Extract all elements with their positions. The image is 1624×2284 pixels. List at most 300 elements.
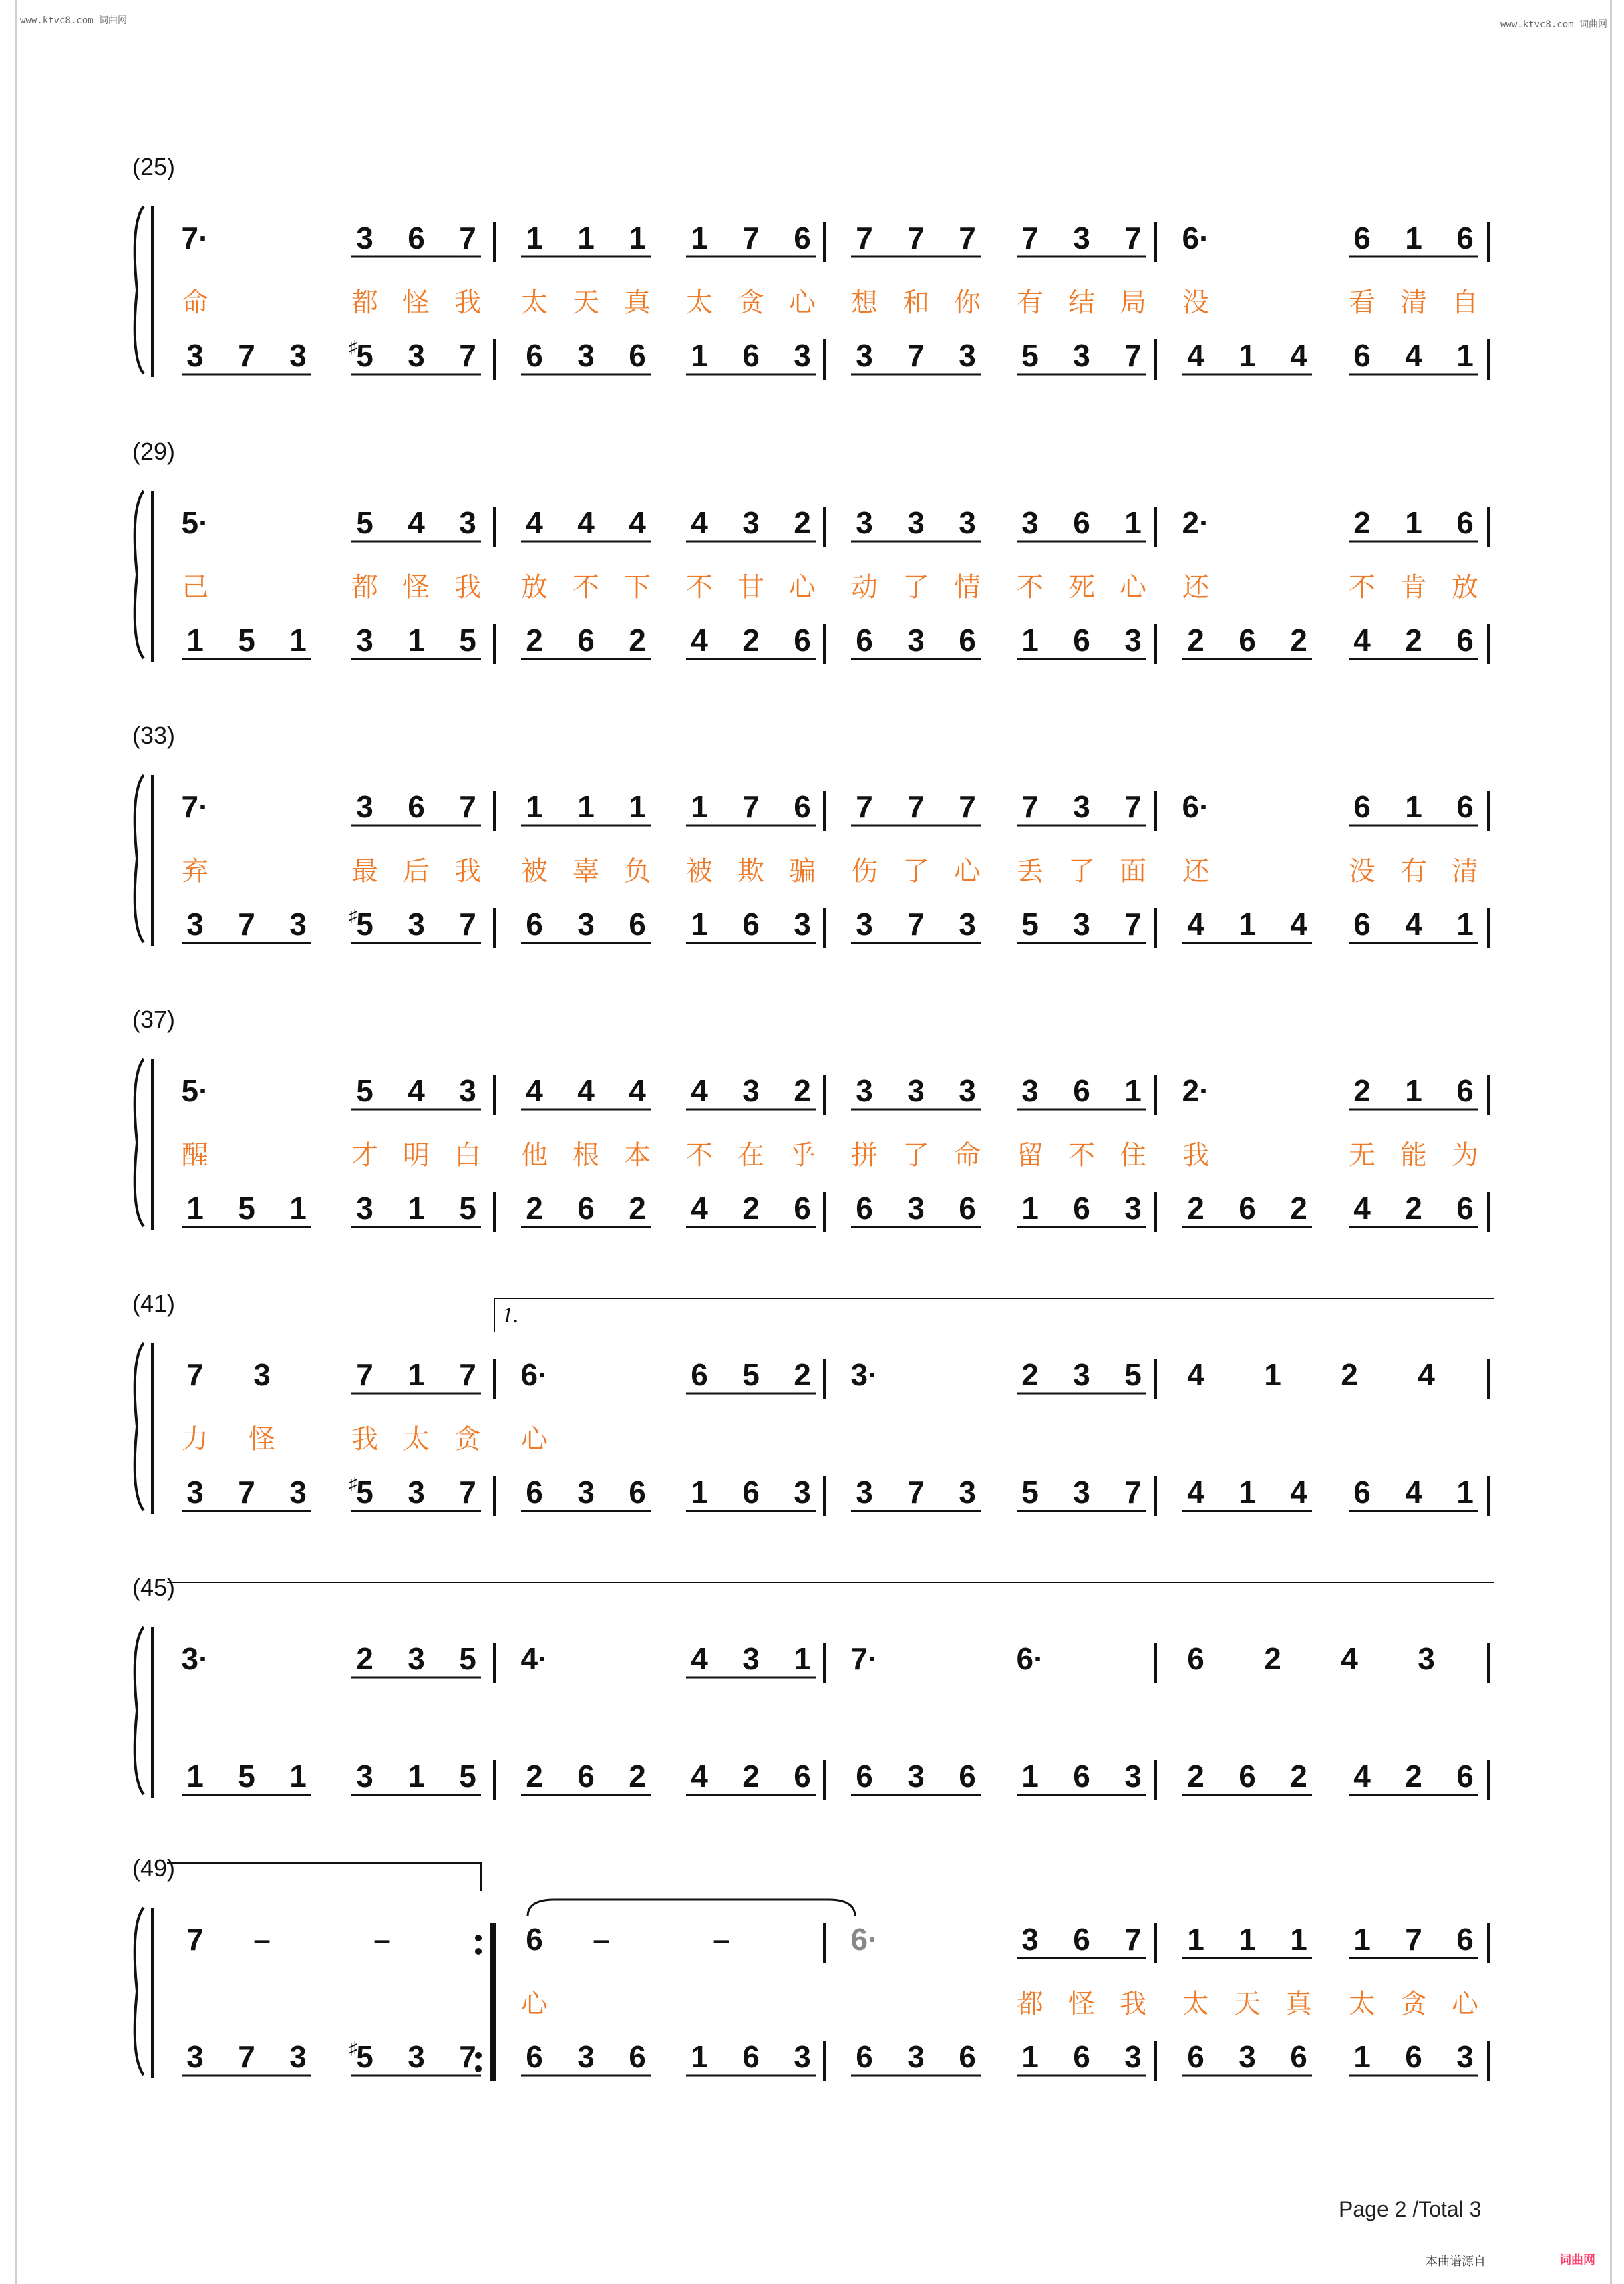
bass-note [1073, 2039, 1090, 2074]
bass-note [856, 2039, 873, 2074]
note-digit: 4 [1290, 907, 1307, 942]
bass-note [238, 907, 255, 942]
lyric-char: 没 [1349, 856, 1375, 887]
note-digit: 4 [629, 1073, 646, 1108]
note-digit: 6 [629, 338, 646, 373]
note-digit: 1 [186, 1191, 204, 1226]
note-digit: 2 [1353, 1073, 1371, 1108]
note-digit: 2 [526, 1191, 543, 1226]
note-digit: 7 [1124, 789, 1142, 824]
note-digit: 4 [1405, 338, 1422, 373]
note-digit: 7 [907, 221, 925, 255]
note-digit: 4 [629, 505, 646, 540]
note-digit: 3 [1073, 907, 1090, 942]
note-digit: 2· [1182, 505, 1210, 540]
volta-bracket [167, 1863, 481, 1891]
note-digit: 1 [1405, 505, 1422, 540]
bass-note [629, 2039, 646, 2074]
note-digit: 4 [691, 1641, 708, 1676]
melody-note [526, 1073, 543, 1108]
note-digit: 4 [1290, 338, 1307, 373]
note-digit: 5 [459, 1759, 476, 1794]
lyric-char: 怪 [1068, 1989, 1095, 2019]
lyric-char: 想 [851, 287, 878, 318]
note-digit: 7· [850, 1641, 878, 1676]
bass-note [1239, 1191, 1256, 1226]
note-digit: 6 [959, 1191, 976, 1226]
bass-note [459, 623, 476, 658]
melody-note [1124, 221, 1142, 255]
system-number: (33) [132, 722, 176, 749]
melody-note [408, 505, 425, 540]
note-digit: 3 [959, 505, 976, 540]
note-digit: 1 [1124, 505, 1142, 540]
melody-note [851, 1357, 878, 1392]
note-digit: 3 [1073, 221, 1090, 255]
note-digit: 5 [1021, 907, 1039, 942]
note-digit: 2 [794, 505, 811, 540]
note-digit: 7 [238, 907, 255, 942]
lyric-char: 贪 [1400, 1989, 1427, 2019]
note-digit: 3· [850, 1357, 878, 1392]
bass-note [1405, 1191, 1422, 1226]
melody-note [356, 505, 373, 540]
note-digit: 2 [629, 1759, 646, 1794]
melody-note [1405, 221, 1422, 255]
note-digit: 4 [1353, 623, 1371, 658]
note-digit: 6· [1182, 789, 1210, 824]
bass-note [577, 1759, 595, 1794]
melody-note [1353, 221, 1371, 255]
note-digit: 6 [1239, 623, 1256, 658]
bass-note [856, 1759, 873, 1794]
melody-note [856, 505, 873, 540]
note-digit: 1 [577, 789, 595, 824]
bass-note [1073, 623, 1090, 658]
lyric-char: 辜 [573, 856, 599, 887]
bass-note [742, 907, 760, 942]
note-digit: 6 [742, 2039, 760, 2074]
bass-note [356, 1759, 373, 1794]
note-digit: 4 [691, 1073, 708, 1108]
melody-note [1405, 1922, 1422, 1957]
melody-note [1073, 1357, 1090, 1392]
lyric-char: 欺 [738, 856, 764, 887]
note-digit: 3 [856, 1475, 873, 1510]
lyric-char: 太 [1349, 1989, 1375, 2019]
header-site-right: www.ktvc8.com 词曲网 [1500, 19, 1608, 30]
bass-note [526, 338, 543, 373]
note-digit: 4 [1353, 1759, 1371, 1794]
lyric-char: 被 [686, 856, 713, 887]
note-digit: 6 [1073, 2039, 1090, 2074]
lyric-char: 了 [903, 572, 929, 603]
note-digit: 5 [238, 623, 255, 658]
bass-note [186, 338, 204, 373]
bass-note [1239, 1475, 1256, 1510]
melody-note [1073, 1922, 1090, 1957]
note-digit: 1 [577, 221, 595, 255]
bass-note [459, 1759, 476, 1794]
dash-hold: – [593, 1922, 610, 1957]
note-digit: 6 [1073, 1922, 1090, 1957]
bass-note [356, 623, 373, 658]
bass-note [408, 338, 425, 373]
note-digit: 6 [629, 907, 646, 942]
note-digit: 7 [186, 1922, 204, 1957]
melody-note [1353, 1073, 1371, 1108]
system-number: (29) [132, 438, 176, 465]
bass-note [1405, 338, 1422, 373]
bass-note [1405, 623, 1422, 658]
bass-note [459, 907, 476, 942]
lyric-char: 肯 [1400, 572, 1427, 603]
system-number: (25) [132, 153, 176, 180]
lyric-char: 死 [1068, 572, 1095, 603]
bass-note [907, 907, 925, 942]
note-digit: 1 [1290, 1922, 1307, 1957]
note-digit: 4 [526, 1073, 543, 1108]
melody-note [186, 1357, 204, 1392]
lyric-char: 心 [954, 856, 981, 887]
lyric-char: 看 [1349, 287, 1375, 318]
repeat-dot [475, 1935, 482, 1941]
note-digit: 4 [1187, 907, 1204, 942]
note-digit: 3 [289, 2039, 307, 2074]
note-digit: 3 [1073, 1475, 1090, 1510]
lyric-char: 清 [1400, 287, 1427, 318]
bass-note [856, 623, 873, 658]
note-digit: 5 [356, 2039, 373, 2074]
bass-note [1456, 2039, 1474, 2074]
note-digit: 6 [526, 1922, 543, 1957]
bass-note [907, 2039, 925, 2074]
lyric-char: 在 [738, 1140, 764, 1171]
lyric-char: 被 [521, 856, 548, 887]
note-digit: 3 [959, 338, 976, 373]
note-digit: 3 [577, 338, 595, 373]
lyric-char: 天 [573, 287, 599, 318]
bass-note [526, 2039, 543, 2074]
note-digit: 3 [959, 907, 976, 942]
bass-note [907, 338, 925, 373]
note-digit: 5 [459, 623, 476, 658]
melody-note [742, 221, 760, 255]
note-digit: 6 [794, 1191, 811, 1226]
note-digit: 3 [907, 505, 925, 540]
note-digit: 6 [1456, 1191, 1474, 1226]
lyric-char: 不 [1017, 572, 1043, 603]
melody-note [742, 1641, 760, 1676]
footer-brand-logo: 词曲网 [1559, 2253, 1595, 2267]
bass-note [1353, 1191, 1371, 1226]
bass-note [349, 905, 373, 942]
note-digit: 1 [1405, 221, 1422, 255]
note-digit: 1 [691, 2039, 708, 2074]
lyric-char: 都 [1017, 1989, 1043, 2019]
lyric-char: 真 [624, 287, 651, 318]
note-digit: 4 [691, 1191, 708, 1226]
note-digit: 1 [691, 789, 708, 824]
note-digit: 6 [1290, 2039, 1307, 2074]
note-digit: 1 [1021, 623, 1039, 658]
note-digit: 5 [459, 1191, 476, 1226]
melody-note [1405, 789, 1422, 824]
bass-note [1187, 1759, 1204, 1794]
note-digit: 2 [794, 1073, 811, 1108]
melody-note [959, 1073, 976, 1108]
note-digit: 7 [1405, 1922, 1422, 1957]
note-digit: 3 [1124, 1759, 1142, 1794]
note-digit: 3 [289, 907, 307, 942]
lyric-char: 太 [403, 1424, 430, 1455]
note-digit: 3 [794, 907, 811, 942]
lyric-char: 明 [403, 1140, 430, 1171]
note-digit: 3 [1073, 789, 1090, 824]
lyric-char: 乎 [789, 1140, 816, 1171]
note-digit: 5 [356, 338, 373, 373]
melody-note [1124, 505, 1142, 540]
melody-note [742, 789, 760, 824]
melody-note [459, 1073, 476, 1108]
bass-note [356, 1191, 373, 1226]
note-digit: 3 [356, 1191, 373, 1226]
melody-note [1456, 1073, 1474, 1108]
note-digit: 3 [856, 907, 873, 942]
note-digit: 3 [1021, 505, 1039, 540]
note-digit: 2 [1290, 623, 1307, 658]
melody-note [1182, 1073, 1210, 1108]
note-digit: 1 [186, 623, 204, 658]
melody-note [1124, 1922, 1142, 1957]
bass-note [289, 1759, 307, 1794]
melody-note [907, 789, 925, 824]
note-digit: 3 [907, 1191, 925, 1226]
note-digit: 7 [959, 221, 976, 255]
note-digit: 7 [459, 2039, 476, 2074]
note-digit: 4 [691, 1759, 708, 1794]
melody-note [1124, 789, 1142, 824]
note-digit: 1 [1187, 1922, 1204, 1957]
note-digit: 5 [742, 1357, 760, 1392]
note-digit: 6 [629, 1475, 646, 1510]
melody-note [907, 505, 925, 540]
melody-note [1021, 1357, 1039, 1392]
note-digit: 6 [1405, 2039, 1422, 2074]
melody-note [1021, 1073, 1039, 1108]
lyric-char: 怪 [403, 572, 430, 603]
lyric-char: 心 [1120, 572, 1146, 603]
lyric-char: 醒 [182, 1140, 208, 1171]
volta-number: 1. [502, 1303, 519, 1328]
note-digit: 3 [1239, 2039, 1256, 2074]
lyric-char: 命 [182, 287, 208, 318]
bass-note [1124, 907, 1142, 942]
melody-note [356, 221, 373, 255]
bass-note [1290, 623, 1307, 658]
note-digit: 1 [629, 221, 646, 255]
note-digit: 7 [186, 1357, 204, 1392]
note-digit: 7 [856, 789, 873, 824]
note-digit: 1 [1239, 1475, 1256, 1510]
note-digit: 3 [408, 1641, 425, 1676]
bass-note [1073, 1759, 1090, 1794]
lyric-char: 最 [351, 856, 378, 887]
note-digit: 1 [408, 623, 425, 658]
melody-note [459, 221, 476, 255]
lyric-char: 住 [1120, 1140, 1146, 1171]
note-digit: 4 [1187, 1357, 1204, 1392]
note-digit: 7· [181, 221, 209, 255]
note-digit: 7 [459, 1357, 476, 1392]
note-digit: 6 [742, 338, 760, 373]
melody-note [1187, 1641, 1204, 1676]
bass-note [526, 1475, 543, 1510]
bass-note [186, 907, 204, 942]
bass-note [1290, 1191, 1307, 1226]
bass-note [691, 1475, 708, 1510]
lyric-char: 不 [1068, 1140, 1095, 1171]
note-digit: 1 [1405, 1073, 1422, 1108]
note-digit: 2 [526, 623, 543, 658]
note-digit: 3 [1124, 623, 1142, 658]
bass-note [349, 2038, 373, 2074]
bass-note [856, 1191, 873, 1226]
melody-note [1456, 221, 1474, 255]
note-digit: 3 [1124, 1191, 1142, 1226]
note-digit: 2 [1341, 1357, 1358, 1392]
melody-note [577, 1073, 595, 1108]
note-digit: 1 [1021, 1191, 1039, 1226]
lyric-char: 负 [624, 856, 651, 887]
bass-note [1021, 2039, 1039, 2074]
lyric-char: 自 [1452, 287, 1478, 318]
bass-note [186, 2039, 204, 2074]
bass-note [1353, 1475, 1371, 1510]
bass-note [856, 907, 873, 942]
note-digit: 7 [1124, 338, 1142, 373]
melody-note [691, 1073, 708, 1108]
note-digit: 7 [742, 221, 760, 255]
bass-note [691, 623, 708, 658]
bass-note [1290, 2039, 1307, 2074]
note-digit: 2 [526, 1759, 543, 1794]
melody-note [691, 1641, 708, 1676]
sharp-sign: ♯ [349, 337, 357, 357]
note-digit: 3 [907, 1759, 925, 1794]
lyric-char: 你 [954, 287, 981, 318]
bass-note [1456, 623, 1474, 658]
note-digit: 3 [356, 221, 373, 255]
note-digit: 1 [408, 1357, 425, 1392]
note-digit: 6 [742, 1475, 760, 1510]
bass-note [289, 1475, 307, 1510]
note-digit: 7 [356, 1357, 373, 1392]
note-digit: 7 [856, 221, 873, 255]
note-digit: 6 [1456, 505, 1474, 540]
note-digit: 1 [526, 221, 543, 255]
bass-note [959, 1475, 976, 1510]
melody-note [1182, 789, 1210, 824]
lyric-char: 力 [182, 1424, 208, 1455]
lyric-char: 骗 [789, 856, 816, 887]
note-digit: 3 [577, 2039, 595, 2074]
melody-note [1124, 1357, 1142, 1392]
bass-note [1021, 623, 1039, 658]
tie-arc [528, 1900, 855, 1916]
note-digit: 6 [1456, 1922, 1474, 1957]
bass-note [959, 1191, 976, 1226]
melody-note [1456, 1922, 1474, 1957]
melody-note [1405, 505, 1422, 540]
note-digit: 6· [520, 1357, 548, 1392]
bass-note [1353, 338, 1371, 373]
note-digit: 2· [1182, 1073, 1210, 1108]
note-digit: 1 [1264, 1357, 1281, 1392]
bass-note [1239, 907, 1256, 942]
note-digit: 3 [356, 1759, 373, 1794]
note-digit: 6 [1456, 623, 1474, 658]
melody-note [742, 1073, 760, 1108]
bass-note [1239, 1759, 1256, 1794]
lyric-char: 根 [573, 1140, 599, 1171]
lyric-char: 放 [1452, 572, 1478, 603]
note-digit: 6 [856, 1759, 873, 1794]
lyric-char: 己 [182, 572, 208, 603]
note-digit: 2 [1290, 1191, 1307, 1226]
note-digit: 7 [1124, 1475, 1142, 1510]
note-digit: 1 [289, 1759, 307, 1794]
staff-brace [135, 775, 144, 942]
melody-note [794, 505, 811, 540]
bass-note [349, 1473, 373, 1510]
note-digit: 7 [459, 221, 476, 255]
note-digit: 6 [1353, 789, 1371, 824]
note-digit: 7 [907, 789, 925, 824]
melody-note [1290, 1922, 1307, 1957]
melody-note [1021, 789, 1039, 824]
bass-note [742, 623, 760, 658]
bass-note [794, 1191, 811, 1226]
lyric-char: 有 [1017, 287, 1043, 318]
note-digit: 5 [238, 1759, 255, 1794]
lyric-char: 太 [521, 287, 548, 318]
bass-note [577, 1475, 595, 1510]
bass-note [289, 1191, 307, 1226]
bass-note [577, 907, 595, 942]
bass-note [186, 623, 204, 658]
lyric-char: 我 [454, 572, 481, 603]
note-digit: 4 [1405, 907, 1422, 942]
lyric-char: 后 [403, 856, 430, 887]
bass-note [238, 2039, 255, 2074]
note-digit: 5 [238, 1191, 255, 1226]
bass-note [459, 1191, 476, 1226]
lyric-char: 不 [573, 572, 599, 603]
staff-brace [135, 1059, 144, 1226]
note-digit: 6 [856, 2039, 873, 2074]
note-digit: 4 [1353, 1191, 1371, 1226]
note-digit: 7 [1124, 221, 1142, 255]
note-digit: 2 [629, 1191, 646, 1226]
note-digit: 1 [1021, 2039, 1039, 2074]
note-digit: 6 [1073, 505, 1090, 540]
note-digit: 2 [1021, 1357, 1039, 1392]
bass-note [1187, 623, 1204, 658]
melody-note [459, 505, 476, 540]
bass-note [577, 623, 595, 658]
note-digit: 6 [1073, 1759, 1090, 1794]
